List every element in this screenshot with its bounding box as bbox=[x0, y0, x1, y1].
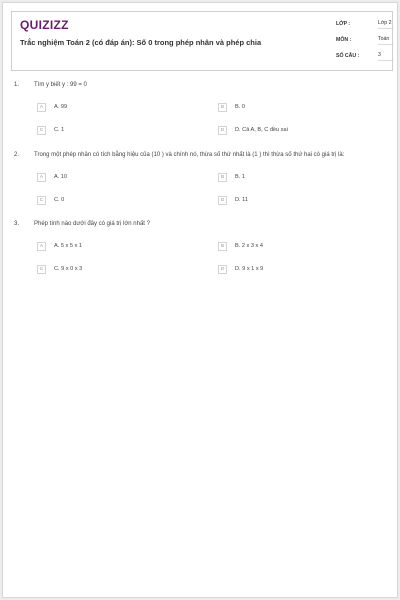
option-letter-box: C bbox=[37, 126, 46, 135]
worksheet-page bbox=[2, 2, 398, 598]
question-text: Trong một phép nhân có tích bằng hiệu của (10 ) và chính nó, thừa số thứ nhất là (1 ) thì thừa số thứ hai có giá trị là: bbox=[34, 152, 345, 158]
option-text: A. 5 x 5 x 1 bbox=[54, 243, 82, 249]
option-letter-box: C bbox=[37, 196, 46, 205]
option-text: D. 11 bbox=[235, 197, 248, 203]
meta-question-count-label: SỐ CÂU : bbox=[336, 53, 360, 59]
option-text: C. 1 bbox=[54, 127, 65, 133]
question-text: Tìm y biết y : 99 = 0 bbox=[34, 82, 87, 88]
meta-question-count-value: 3 bbox=[378, 51, 394, 61]
quizizz-logo: QUIZIZZ bbox=[20, 18, 69, 32]
question-number: 2. bbox=[14, 152, 20, 158]
option-letter-box: C bbox=[37, 265, 46, 274]
meta-class-label: LỚP : bbox=[336, 21, 351, 27]
meta-class-value: Lớp 2 bbox=[378, 19, 394, 29]
question-number: 3. bbox=[14, 221, 20, 227]
option-letter-box: A bbox=[37, 173, 46, 182]
option-text: B. 1 bbox=[235, 174, 245, 180]
option-text: D. 9 x 1 x 9 bbox=[235, 266, 264, 272]
option-text: B. 0 bbox=[235, 104, 245, 110]
option-text: B. 2 x 3 x 4 bbox=[235, 243, 263, 249]
question-number: 1. bbox=[14, 82, 20, 88]
option-text: A. 99 bbox=[54, 104, 68, 110]
option-text: D. Cả A, B, C đều sai bbox=[235, 127, 288, 133]
option-text: C. 9 x 0 x 3 bbox=[54, 266, 83, 272]
option-letter-box: B bbox=[218, 242, 227, 251]
option-letter-box: A bbox=[37, 103, 46, 112]
option-text: A. 10 bbox=[54, 174, 68, 180]
question-text: Phép tính nào dưới đây có giá trị lớn nhất ? bbox=[34, 221, 150, 227]
worksheet-header bbox=[11, 11, 393, 71]
option-text: C. 0 bbox=[54, 197, 65, 203]
quiz-title: Trắc nghiệm Toán 2 (có đáp án): Số 0 trong phép nhân và phép chia bbox=[20, 38, 262, 47]
option-letter-box: B bbox=[218, 103, 227, 112]
option-letter-box: A bbox=[37, 242, 46, 251]
meta-subject-label: MÔN : bbox=[336, 37, 352, 43]
option-letter-box: D bbox=[218, 196, 227, 205]
option-letter-box: D bbox=[218, 126, 227, 135]
option-letter-box: B bbox=[218, 173, 227, 182]
option-letter-box: D bbox=[218, 265, 227, 274]
meta-subject-value: Toán bbox=[378, 35, 394, 45]
